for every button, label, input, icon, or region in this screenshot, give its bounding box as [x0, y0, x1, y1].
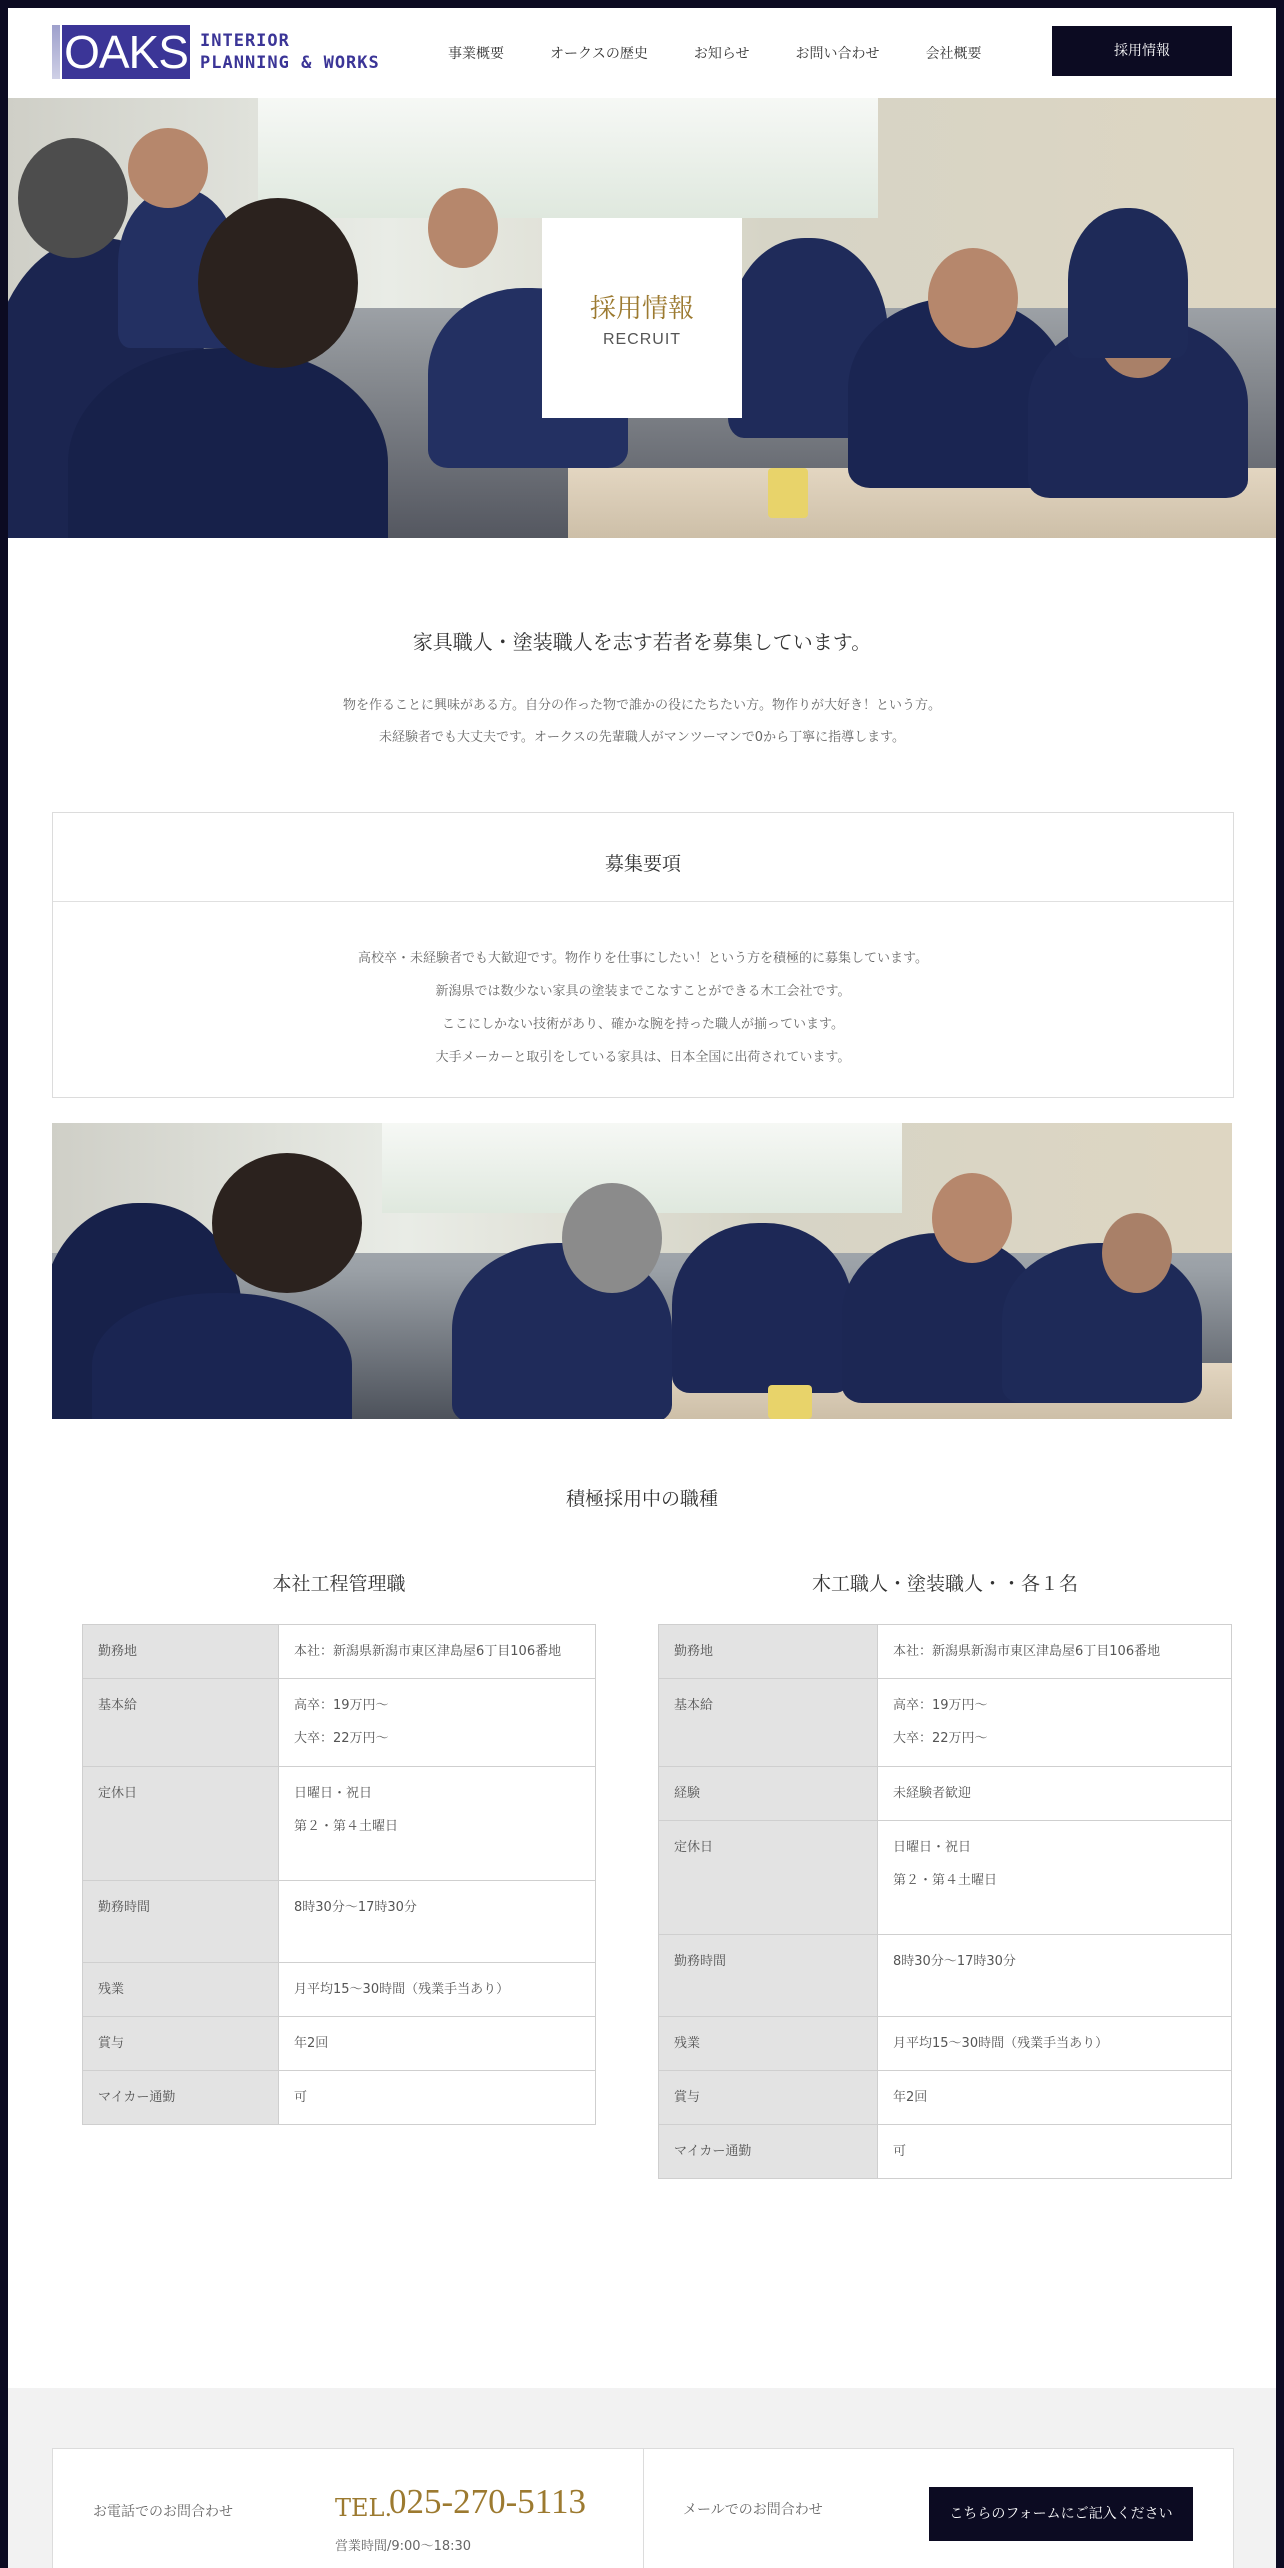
business-hours: 営業時間/9:00〜18:30	[335, 2539, 472, 2554]
photo-figure-face	[932, 1173, 1012, 1263]
row-value-line: 本社：新潟県新潟市東区津島屋6丁目106番地	[294, 1644, 562, 1659]
row-key: 基本給	[83, 1679, 279, 1767]
table-row	[83, 1881, 596, 1963]
row-value-line: 高卒：19万円〜	[893, 1698, 988, 1713]
hero-figure	[1068, 208, 1188, 358]
hero-figure-face	[428, 188, 498, 268]
nav-item-contact[interactable]: お問い合わせ	[795, 46, 880, 62]
row-value-line: 可	[294, 2090, 308, 2105]
requirements-title: 募集要項	[604, 853, 681, 875]
logo-mark: OAKS	[62, 25, 190, 79]
table-row	[659, 2125, 1232, 2179]
requirements-box	[52, 812, 1234, 1098]
table-row	[659, 1767, 1232, 1821]
row-value	[279, 2071, 596, 2125]
hero-figure-face	[128, 128, 208, 208]
table-row	[659, 1821, 1232, 1935]
table-row	[83, 1679, 596, 1767]
row-key: マイカー通勤	[83, 2071, 279, 2125]
row-value-line: 本社：新潟県新潟市東区津島屋6丁目106番地	[893, 1644, 1161, 1659]
hero-figure-head	[18, 138, 128, 258]
intro-line: 未経験者でも大丈夫です。オークスの先輩職人がマンツーマンで0から丁寧に指導します。	[378, 730, 906, 745]
hero-cup	[768, 468, 808, 518]
photo-figure	[672, 1223, 852, 1393]
position-table-left	[82, 1624, 596, 2125]
contact-divider	[643, 2449, 644, 2568]
row-value-line: 日曜日・祝日	[893, 1840, 972, 1855]
row-value	[878, 1821, 1232, 1935]
phone-prefix: TEL.	[335, 2494, 393, 2522]
table-row	[659, 1935, 1232, 2017]
hero-title-box	[542, 218, 742, 418]
photo-figure	[1002, 1243, 1202, 1403]
table-row	[659, 1625, 1232, 1679]
contact-box	[52, 2448, 1234, 2568]
row-value	[279, 1625, 596, 1679]
row-value-line: 月平均15〜30時間（残業手当あり）	[294, 1982, 510, 1997]
photo-figure-head	[562, 1183, 662, 1293]
row-key: 勤務地	[659, 1625, 878, 1679]
row-value-line: 月平均15〜30時間（残業手当あり）	[893, 2036, 1109, 2051]
contact-form-button[interactable]: こちらのフォームにご記入ください	[929, 2487, 1193, 2541]
row-value	[878, 1679, 1232, 1767]
row-key: 定休日	[659, 1821, 878, 1935]
position-title-left: 本社工程管理職	[272, 1573, 406, 1595]
intro-line: 物を作ることに興味がある方。自分の作った物で誰かの役にたちたい方。物作りが大好き！という方。	[342, 698, 941, 713]
logo-mark-stripe	[52, 25, 60, 79]
row-key: 勤務地	[83, 1625, 279, 1679]
hero-image	[8, 98, 1276, 538]
nav-item-history[interactable]: オークスの歴史	[550, 46, 648, 62]
row-key: 残業	[659, 2017, 878, 2071]
row-key: 定休日	[83, 1767, 279, 1881]
hero-title: 採用情報	[589, 294, 694, 324]
row-key: 残業	[83, 1963, 279, 2017]
row-value	[279, 1963, 596, 2017]
row-key: 勤務時間	[83, 1881, 279, 1963]
logo[interactable]	[52, 25, 380, 79]
nav-item-news[interactable]: お知らせ	[693, 46, 750, 62]
row-value-line: 可	[893, 2144, 907, 2159]
row-value-line: 大卒：22万円〜	[893, 1731, 988, 1746]
row-value	[279, 1679, 596, 1767]
table-row	[83, 1767, 596, 1881]
photo-figure-face	[1102, 1213, 1172, 1293]
row-value-line: 8時30分〜17時30分	[294, 1900, 417, 1915]
logo-line-2: PLANNING & WORKS	[200, 53, 380, 73]
workers-photo	[52, 1123, 1232, 1419]
position-table-right	[658, 1624, 1232, 2179]
row-value	[279, 1881, 596, 1963]
row-key: 勤務時間	[659, 1935, 878, 2017]
hero-figure-head	[198, 198, 358, 368]
intro-title: 家具職人・塗装職人を志す若者を募集しています。	[412, 630, 872, 654]
phone-number[interactable]: 025-270-5113	[389, 2482, 587, 2521]
table-row	[83, 2017, 596, 2071]
table-row	[83, 2071, 596, 2125]
row-key: マイカー通勤	[659, 2125, 878, 2179]
hero-figure-face	[928, 248, 1018, 348]
row-value-line: 未経験者歓迎	[893, 1786, 972, 1801]
row-key: 基本給	[659, 1679, 878, 1767]
requirements-line: ここにしかない技術があり、確かな腕を持った職人が揃っています。	[442, 1017, 844, 1032]
row-value-line: 日曜日・祝日	[294, 1786, 373, 1801]
hero-subtitle: RECRUIT	[602, 331, 682, 348]
table-row	[83, 1625, 596, 1679]
page	[8, 8, 1276, 2568]
row-value	[279, 1767, 596, 1881]
position-table-body	[83, 1625, 596, 2125]
table-row	[659, 2017, 1232, 2071]
positions-heading: 積極採用中の職種	[565, 1488, 718, 1510]
requirements-line: 大手メーカーと取引をしている家具は、日本全国に出荷されています。	[435, 1050, 851, 1065]
row-value-line: 年2回	[294, 2036, 329, 2051]
photo-figure	[92, 1293, 352, 1419]
logo-line-1: INTERIOR	[200, 31, 290, 51]
row-value	[878, 1625, 1232, 1679]
mail-contact-label: メールでのお問合わせ	[683, 2502, 823, 2518]
row-value	[878, 1767, 1232, 1821]
nav-item-company[interactable]: 会社概要	[925, 46, 982, 62]
logo-text	[200, 30, 380, 74]
photo-figure-head	[212, 1153, 362, 1293]
row-value-line: 8時30分〜17時30分	[893, 1954, 1016, 1969]
photo-cup	[768, 1385, 812, 1419]
table-row	[83, 1963, 596, 2017]
main-nav	[448, 8, 1027, 98]
requirements-line: 高校卒・未経験者でも大歓迎です。物作りを仕事にしたい！という方を積極的に募集しています。	[358, 951, 928, 966]
site-header	[8, 8, 1276, 98]
row-value-line: 第２・第４土曜日	[294, 1819, 399, 1834]
position-table-body	[659, 1625, 1232, 2179]
row-key: 経験	[659, 1767, 878, 1821]
requirements-divider	[53, 901, 1233, 902]
row-key: 賞与	[659, 2071, 878, 2125]
row-key: 賞与	[83, 2017, 279, 2071]
row-value	[878, 2125, 1232, 2179]
row-value-line: 年2回	[893, 2090, 928, 2105]
recruit-button[interactable]: 採用情報	[1052, 26, 1232, 76]
table-row	[659, 2071, 1232, 2125]
hero-photo-window	[258, 98, 878, 218]
row-value	[878, 2071, 1232, 2125]
position-title-right: 木工職人・塗装職人・・各１名	[811, 1573, 1078, 1595]
nav-item-business[interactable]: 事業概要	[448, 46, 504, 62]
row-value-line: 第２・第４土曜日	[893, 1873, 998, 1888]
row-value	[878, 2017, 1232, 2071]
row-value-line: 高卒：19万円〜	[294, 1698, 389, 1713]
row-value-line: 大卒：22万円〜	[294, 1731, 389, 1746]
table-row	[659, 1679, 1232, 1767]
row-value	[279, 2017, 596, 2071]
requirements-line: 新潟県では数少ない家具の塗装までこなすことができる木工会社です。	[435, 984, 851, 999]
phone-contact-label: お電話でのお問合わせ	[93, 2504, 233, 2520]
row-value	[878, 1935, 1232, 2017]
